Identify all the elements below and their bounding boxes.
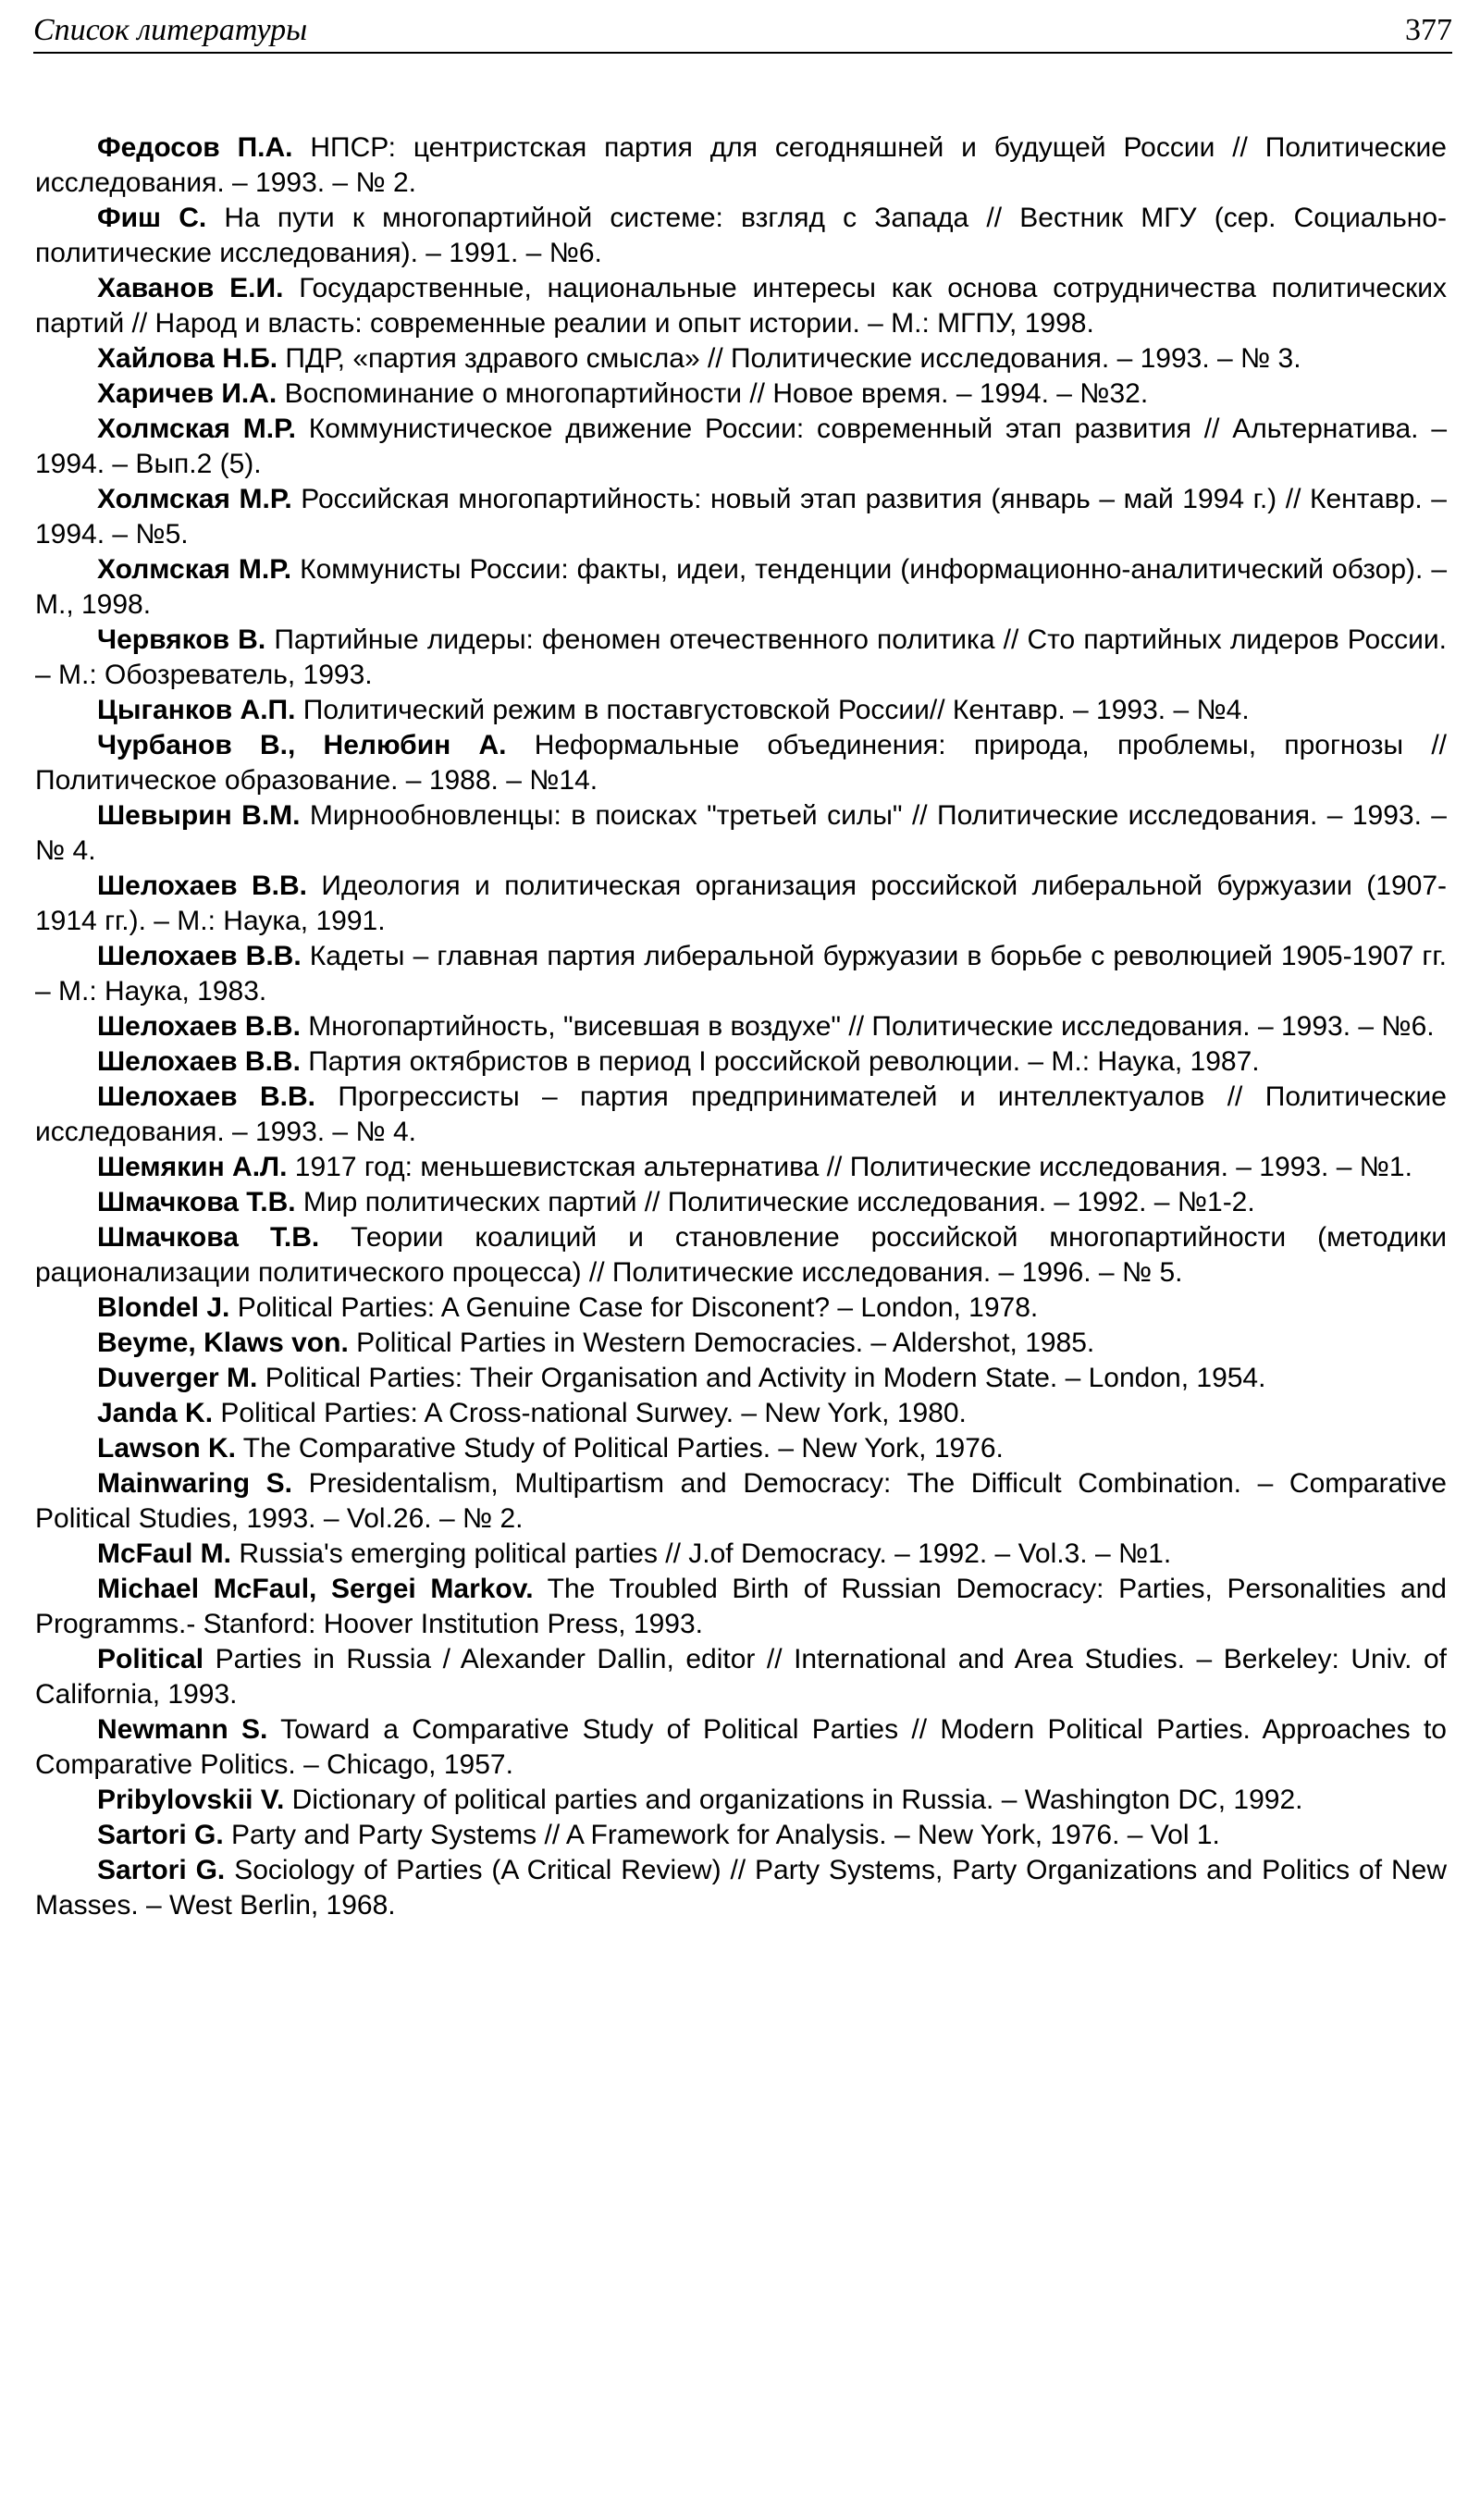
reference-author: Шелохаев В.В. bbox=[97, 1046, 301, 1077]
reference-entry bbox=[35, 1537, 1447, 1572]
reference-text: Коммунисты России: факты, идеи, тенденции (информационно-аналитический обзор). – М., 1998. bbox=[35, 554, 1447, 620]
reference-text: Parties in Russia / Alexander Dallin, editor // International and Area Studies. – Berkeley: Univ. of California, 1993. bbox=[35, 1644, 1447, 1710]
reference-entry bbox=[35, 1572, 1447, 1642]
reference-text: Коммунистическое движение России: современный этап развития // Альтернатива. – 1994. – Вып.2 (5). bbox=[35, 414, 1447, 479]
reference-author: Шелохаев В.В. bbox=[97, 941, 302, 971]
page-number: 377 bbox=[1405, 13, 1452, 47]
reference-entry bbox=[35, 1044, 1447, 1080]
reference-author: Хаванов Е.И. bbox=[97, 273, 284, 303]
reference-entry bbox=[35, 377, 1447, 412]
running-header bbox=[33, 9, 1452, 54]
reference-text: Воспоминание о многопартийности // Новое время. – 1994. – №32. bbox=[277, 378, 1149, 409]
reference-author: Michael McFaul, Sergei Markov. bbox=[97, 1574, 534, 1604]
reference-entry bbox=[35, 1185, 1447, 1220]
reference-author: Duverger M. bbox=[97, 1363, 258, 1393]
reference-text: Партийные лидеры: феномен отечественного политика // Сто партийных лидеров России. – М.: Обозреватель, 1993. bbox=[35, 624, 1447, 690]
reference-author: Шмачкова Т.В. bbox=[97, 1222, 320, 1253]
reference-entry bbox=[35, 1009, 1447, 1044]
reference-entry bbox=[35, 1642, 1447, 1712]
reference-text: На пути к многопартийной системе: взгляд с Запада // Вестник МГУ (сер. Социально-политические исследования). – 1991. – №6. bbox=[35, 203, 1447, 268]
reference-entry bbox=[35, 1150, 1447, 1185]
reference-author: Холмская М.Р. bbox=[97, 414, 296, 444]
reference-text: Прогрессисты – партия предпринимателей и интеллектуалов // Политические исследования. – 1993. – № 4. bbox=[35, 1081, 1447, 1147]
reference-author: Шелохаев В.В. bbox=[97, 1011, 301, 1042]
reference-author: McFaul M. bbox=[97, 1538, 232, 1569]
reference-entry bbox=[35, 869, 1447, 939]
reference-entry bbox=[35, 728, 1447, 798]
reference-entry bbox=[35, 1396, 1447, 1431]
reference-entry bbox=[35, 482, 1447, 552]
reference-author: Sartori G. bbox=[97, 1855, 226, 1885]
reference-entry bbox=[35, 939, 1447, 1009]
reference-text: Российская многопартийность: новый этап развития (январь – май 1994 г.) // Кентавр. – 1994. – №5. bbox=[35, 484, 1447, 550]
reference-author: Червяков В. bbox=[97, 624, 266, 655]
reference-author: Цыганков А.П. bbox=[97, 695, 296, 725]
reference-author: Sartori G. bbox=[97, 1820, 224, 1850]
reference-author: Холмская М.Р. bbox=[97, 484, 292, 514]
reference-author: Хайлова Н.Б. bbox=[97, 343, 278, 374]
reference-entry bbox=[35, 1431, 1447, 1466]
reference-entry bbox=[35, 1853, 1447, 1923]
reference-author: Шевырин В.М. bbox=[97, 800, 301, 831]
reference-author: Mainwaring S. bbox=[97, 1468, 292, 1499]
reference-author: Шелохаев В.В. bbox=[97, 871, 307, 901]
reference-author: Janda K. bbox=[97, 1398, 214, 1428]
reference-text: Неформальные объединения: природа, проблемы, прогнозы // Политическое образование. – 1988. – №14. bbox=[35, 730, 1447, 796]
reference-text: Political Parties: A Genuine Case for Disconent? – London, 1978. bbox=[229, 1292, 1039, 1323]
reference-text: Presidentalism, Multipartism and Democracy: The Difficult Combination. – Comparative Political Studies, 1993. – Vol.26. – № 2. bbox=[35, 1468, 1447, 1534]
reference-entry bbox=[35, 1220, 1447, 1291]
header-title: Список литературы bbox=[33, 13, 308, 47]
reference-text: Political Parties: A Cross-national Surwey. – New York, 1980. bbox=[213, 1398, 967, 1428]
reference-author: Pribylovskii V. bbox=[97, 1785, 285, 1815]
reference-author: Шмачкова Т.В. bbox=[97, 1187, 296, 1217]
reference-text: Партия октябристов в период I российской революции. – М.: Наука, 1987. bbox=[300, 1046, 1260, 1077]
reference-list bbox=[35, 130, 1447, 1923]
reference-entry bbox=[35, 623, 1447, 693]
reference-text: Кадеты – главная партия либеральной буржуазии в борьбе с революцией 1905-1907 гг. – М.: Наука, 1983. bbox=[35, 941, 1447, 1007]
reference-author: Чурбанов В., Нелюбин А. bbox=[97, 730, 507, 760]
reference-author: Харичев И.А. bbox=[97, 378, 278, 409]
reference-entry bbox=[35, 1361, 1447, 1396]
reference-entry bbox=[35, 1818, 1447, 1853]
reference-entry bbox=[35, 1466, 1447, 1537]
reference-text: Dictionary of political parties and organizations in Russia. – Washington DC, 1992. bbox=[284, 1785, 1303, 1815]
reference-entry bbox=[35, 798, 1447, 869]
reference-author: Шелохаев В.В. bbox=[97, 1081, 315, 1112]
reference-entry bbox=[35, 130, 1447, 201]
reference-entry bbox=[35, 552, 1447, 623]
reference-text: Мирнообновленцы: в поисках "третьей силы" // Политические исследования. – 1993. – № 4. bbox=[35, 800, 1447, 866]
reference-text: The Comparative Study of Political Parties. – New York, 1976. bbox=[236, 1433, 1004, 1464]
reference-entry bbox=[35, 201, 1447, 271]
reference-text: Political Parties: Their Organisation and Activity in Modern State. – London, 1954. bbox=[257, 1363, 1266, 1393]
reference-author: Шемякин А.Л. bbox=[97, 1152, 288, 1182]
reference-text: Государственные, национальные интересы как основа сотрудничества политических партий // Народ и власть: современные реалии и опыт истории. – М.: МГПУ, 1998. bbox=[35, 273, 1447, 339]
reference-entry bbox=[35, 412, 1447, 482]
reference-text: The Troubled Birth of Russian Democracy: Parties, Personalities and Programms.- Stanford: Hoover Institution Press, 1993. bbox=[35, 1574, 1447, 1639]
reference-author: Фиш С. bbox=[97, 203, 207, 233]
reference-entry bbox=[35, 1326, 1447, 1361]
reference-text: Russia's emerging political parties // J.of Democracy. – 1992. – Vol.3. – №1. bbox=[231, 1538, 1172, 1569]
reference-entry bbox=[35, 1291, 1447, 1326]
reference-text: ПДР, «партия здравого смысла» // Политические исследования. – 1993. – № 3. bbox=[278, 343, 1301, 374]
reference-author: Холмская М.Р. bbox=[97, 554, 292, 585]
reference-text: Теории коалиций и становление российской многопартийности (методики рационализации политического процесса) // Политические исследования. – 1996. – № 5. bbox=[35, 1222, 1447, 1288]
reference-text: 1917 год: меньшевистская альтернатива // Политические исследования. – 1993. – №1. bbox=[287, 1152, 1412, 1182]
reference-author: Beyme, Klaws von. bbox=[97, 1328, 349, 1358]
reference-text: Toward a Comparative Study of Political Parties // Modern Political Parties. Approaches to Comparative Politics. – Chicago, 1957. bbox=[35, 1714, 1447, 1780]
reference-entry bbox=[35, 1080, 1447, 1150]
reference-text: Political Parties in Western Democracies. – Aldershot, 1985. bbox=[348, 1328, 1095, 1358]
reference-text: Мир политических партий // Политические исследования. – 1992. – №1-2. bbox=[295, 1187, 1255, 1217]
reference-entry bbox=[35, 271, 1447, 341]
reference-text: НПСР: центристская партия для сегодняшней и будущей России // Политические исследования. – 1993. – № 2. bbox=[35, 132, 1447, 198]
reference-text: Party and Party Systems // A Framework for Analysis. – New York, 1976. – Vol 1. bbox=[223, 1820, 1220, 1850]
reference-entry bbox=[35, 693, 1447, 728]
reference-entry bbox=[35, 341, 1447, 377]
reference-text: Идеология и политическая организация российской либеральной буржуазии (1907-1914 гг.). – М.: Наука, 1991. bbox=[35, 871, 1448, 936]
reference-author: Political bbox=[97, 1644, 204, 1674]
reference-author: Lawson K. bbox=[97, 1433, 237, 1464]
reference-entry bbox=[35, 1783, 1447, 1818]
reference-author: Blondel J. bbox=[97, 1292, 230, 1323]
reference-author: Федосов П.А. bbox=[97, 132, 293, 163]
reference-text: Политический режим в поставгустовской России// Кентавр. – 1993. – №4. bbox=[295, 695, 1250, 725]
reference-text: Многопартийность, "висевшая в воздухе" // Политические исследования. – 1993. – №6. bbox=[300, 1011, 1435, 1042]
reference-entry bbox=[35, 1712, 1447, 1783]
reference-author: Newmann S. bbox=[97, 1714, 268, 1745]
reference-text: Sociology of Parties (A Critical Review) // Party Systems, Party Organizations and Politics of New Masses. – West Berlin, 1968. bbox=[35, 1855, 1447, 1921]
